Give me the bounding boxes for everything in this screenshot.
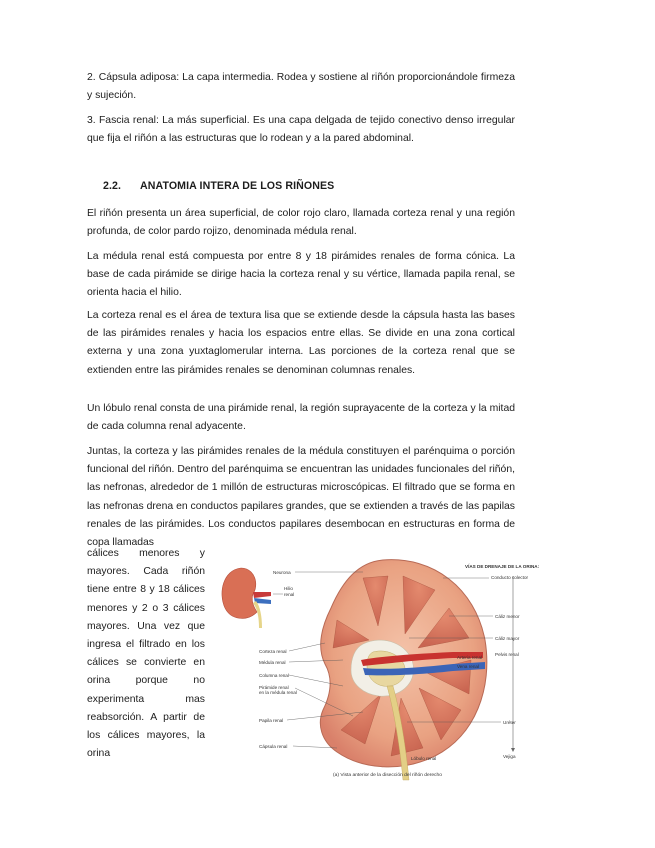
drainage-step-3: Cáliz mayor [495, 636, 520, 641]
drainage-title: VÍAS DE DRENAJE DE LA ORINA: [465, 564, 540, 569]
label-corteza-renal: Corteza renal [259, 649, 287, 654]
paragraph-area-superficial: El riñón presenta un área superficial, de color rojo claro, llamada corteza renal y una región profunda, de color pardo rojizo, denominada médula renal. [87, 208, 515, 238]
paragraph-fascia-renal: 3. Fascia renal: La más superficial. Es una capa delgada de tejido conectivo denso irregular que fija el riñón a las estructuras que lo rodean y a la pared abdominal. [87, 115, 515, 145]
label-hilio: Hilio [284, 586, 293, 591]
label-piramide-renal: Pirámide renal [259, 685, 289, 690]
label-columna-renal: Columna renal [259, 673, 289, 678]
label-hilio-2: renal [284, 592, 295, 597]
label-medula-renal: Médula renal [259, 660, 286, 665]
paragraph-parenquima: Juntas, la corteza y las pirámides renales de la médula constituyen el parénquima o porción funcional del riñón. Dentro del parénquima se encuentran las unidades funcionales del riñón, las nefronas, alrededor de 1 millón de estructuras microscópicas. El filtrado que se forma en las nefronas drena en conductos papilares grandes, que se extienden a través de las papilas renales de las pirámides. Los conductos papilares desembocan en estructuras en forma de copa llamadas [87, 446, 515, 549]
label-papila-renal: Papila renal [259, 718, 284, 723]
drainage-step-1: Conducto colector [491, 575, 529, 580]
label-piramide-renal-2: en la médula renal [259, 690, 297, 695]
paragraph-lobulo-renal: Un lóbulo renal consta de una pirámide renal, la región suprayacente de la corteza y la mitad de cada columna renal adyacente. [87, 403, 515, 433]
paragraph-capsula-adiposa: 2. Cápsula adiposa: La capa intermedia. Rodea y sostiene al riñón proporcionándole firmeza y sujeción. [87, 72, 515, 102]
label-vena-renal: Vena renal [457, 664, 479, 669]
paragraph-medula-renal: La médula renal está compuesta por entre 8 y 18 pirámides renales de forma cónica. La base de cada pirámide se dirige hacia la corteza renal y su vértice, llamada papila renal, se orienta hacia el hilio. [87, 251, 515, 299]
section-heading [103, 180, 334, 192]
main-kidney [320, 560, 487, 780]
label-lobulo-renal: Lóbulo renal [411, 756, 437, 761]
drainage-step-6: Vejiga [503, 754, 516, 759]
label-neurona: Neurona [273, 570, 291, 575]
paragraph-corteza-renal: La corteza renal es el área de textura lisa que se extiende desde la cápsula hasta las bases de las pirámides renales y hacia los espacios entre ellas. Se divide en una zona cortical externa y una zona yuxtaglomerular interna. Las porciones de la corteza renal que se extienden entre las pirámides renales se denominan columnas renales. [87, 310, 515, 376]
inset-kidney [222, 568, 271, 628]
drainage-step-2: Cáliz menor [495, 614, 520, 619]
paragraph-calices: cálices menores y mayores. Cada riñón tiene entre 8 y 18 cálices menores y 2 o 3 cálices mayores. Una vez que ingresa el filtrado en los cálices se convierte en orina porque no experimenta mas reabsorción. A partir de los cálices mayores, la orina [87, 548, 205, 760]
kidney-illustration [213, 548, 540, 783]
drainage-step-5: Uréter [503, 720, 516, 725]
label-capsula-renal: Cápsula renal [259, 744, 288, 749]
figure-caption: (a) Vista anterior de la disección del riñón derecho [333, 773, 442, 778]
label-arteria-renal: Arteria renal [457, 655, 483, 660]
section-title: ANATOMIA INTERA DE LOS RIÑONES [140, 180, 335, 192]
drainage-step-4: Pelvis renal [495, 652, 519, 657]
section-number: 2.2. [103, 180, 122, 192]
